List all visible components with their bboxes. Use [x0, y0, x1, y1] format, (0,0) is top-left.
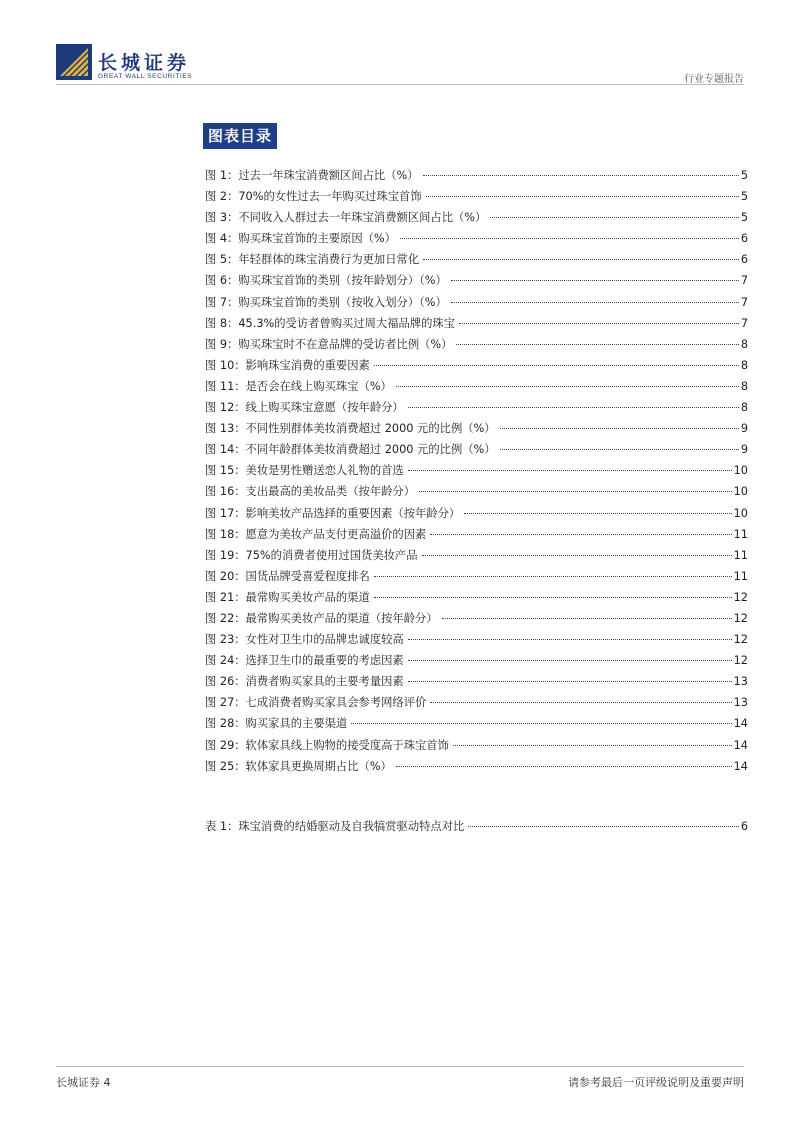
toc-figure-entry-label: 图 12：线上购买珠宝意愿（按年龄分）	[205, 401, 404, 415]
leader-dots	[408, 470, 732, 471]
toc-figure-entry-page: 14	[733, 738, 748, 752]
toc-figure-entry-page: 10	[733, 506, 748, 520]
toc-figure-entry-page: 9	[740, 443, 748, 457]
toc-figure-entry-page: 12	[733, 611, 748, 625]
toc-figure-entry[interactable]	[205, 230, 748, 251]
toc-figure-entry[interactable]	[205, 483, 748, 504]
toc-figure-entry-label: 图 7：购买珠宝首饰的类别（按收入划分）（%）	[205, 295, 447, 309]
toc-figure-entry-label: 图 8：45.3%的受访者曾购买过周大福品牌的珠宝	[205, 316, 456, 330]
leader-dots	[422, 555, 732, 556]
toc-figure-entry[interactable]	[205, 336, 748, 357]
toc-figure-entry[interactable]	[205, 547, 748, 568]
toc-figure-entry[interactable]	[205, 251, 748, 272]
leader-dots	[408, 639, 732, 640]
footer-page-label: 长城证券 4	[56, 1076, 111, 1089]
leader-dots	[423, 175, 739, 176]
toc-figure-entry-page: 10	[733, 464, 748, 478]
toc-figure-entry-label: 图 9：购买珠宝时不在意品牌的受访者比例（%）	[205, 337, 453, 351]
leader-dots	[423, 259, 739, 260]
toc-figure-entry[interactable]	[205, 715, 748, 736]
toc-figure-entry-page: 14	[733, 759, 748, 773]
leader-dots	[453, 745, 732, 746]
table-list	[205, 818, 748, 839]
leader-dots	[442, 618, 732, 619]
toc-figure-entry-label: 图 29：软体家具线上购物的接受度高于珠宝首饰	[205, 738, 449, 752]
leader-dots	[451, 280, 739, 281]
leader-dots	[500, 428, 739, 429]
toc-figure-entry[interactable]	[205, 673, 748, 694]
leader-dots	[374, 576, 732, 577]
toc-table-entry-label: 表 1：珠宝消费的结婚驱动及自我犒赏驱动特点对比	[205, 820, 465, 833]
leader-dots	[430, 534, 731, 535]
toc-figure-entry-page: 7	[740, 316, 748, 330]
toc-figure-entry-page: 13	[733, 675, 748, 689]
toc-figure-entry-page: 5	[740, 211, 748, 225]
toc-figure-entry-label: 图 22：最常购买美妆产品的渠道（按年龄分）	[205, 611, 438, 625]
toc-figure-entry-label: 图 11：是否会在线上购买珠宝（%）	[205, 379, 392, 393]
toc-figure-entry-label: 图 24：选择卫生巾的最重要的考虑因素	[205, 654, 404, 668]
toc-figure-entry-label: 图 20：国货品牌受喜爱程度排名	[205, 569, 370, 583]
leader-dots	[396, 386, 739, 387]
toc-figure-entry[interactable]	[205, 315, 748, 336]
toc-figure-entry[interactable]	[205, 209, 748, 230]
toc-figure-entry-label: 图 4：购买珠宝首饰的主要原因（%）	[205, 232, 396, 246]
toc-figure-entry-page: 6	[740, 253, 748, 267]
toc-figure-entry-page: 12	[733, 654, 748, 668]
toc-figure-entry[interactable]	[205, 694, 748, 715]
leader-dots	[408, 681, 732, 682]
toc-figure-entry-label: 图 10：影响珠宝消费的重要因素	[205, 358, 370, 372]
toc-figure-entry-page: 13	[733, 696, 748, 710]
toc-figure-entry-label: 图 17：影响美妆产品选择的重要因素（按年龄分）	[205, 506, 461, 520]
leader-dots	[490, 217, 738, 218]
toc-figure-entry[interactable]	[205, 294, 748, 315]
leader-dots	[459, 323, 739, 324]
leader-dots	[351, 723, 731, 724]
toc-figure-entry-label: 图 28：购买家具的主要渠道	[205, 717, 348, 731]
toc-figure-entry[interactable]	[205, 631, 748, 652]
toc-title: 图表目录	[203, 123, 277, 149]
figure-list	[205, 167, 748, 779]
leader-dots	[430, 702, 731, 703]
toc-figure-entry-page: 5	[740, 169, 748, 182]
toc-figure-entry-page: 14	[733, 717, 748, 731]
toc-figure-entry-label: 图 23：女性对卫生巾的品牌忠诚度较高	[205, 633, 404, 647]
brand-name-en: GREAT WALL SECURITIES	[98, 73, 193, 80]
toc-figure-entry[interactable]	[205, 610, 748, 631]
toc-figure-entry[interactable]	[205, 167, 748, 188]
toc-figure-entry[interactable]	[205, 505, 748, 526]
toc-figure-entry-page: 11	[733, 527, 748, 541]
toc-figure-entry-label: 图 5：年轻群体的珠宝消费行为更加日常化	[205, 253, 420, 267]
toc-figure-entry[interactable]	[205, 272, 748, 293]
toc-figure-entry[interactable]	[205, 758, 748, 779]
toc-table-entry[interactable]	[205, 818, 748, 839]
leader-dots	[419, 491, 732, 492]
leader-dots	[408, 660, 732, 661]
toc-figure-entry-page: 7	[740, 295, 748, 309]
toc-figure-entry[interactable]	[205, 526, 748, 547]
toc-figure-entry-page: 11	[733, 548, 748, 562]
leader-dots	[456, 344, 738, 345]
toc-figure-entry-label: 图 1：过去一年珠宝消费额区间占比（%）	[205, 169, 419, 182]
toc-figure-entry-page: 12	[733, 590, 748, 604]
leader-dots	[500, 449, 739, 450]
toc-figure-entry-page: 9	[740, 422, 748, 436]
toc-figure-entry-page: 5	[740, 190, 748, 204]
toc-figure-entry-label: 图 13：不同性别群体美妆消费超过 2000 元的比例（%）	[205, 422, 496, 436]
toc-figure-entry[interactable]	[205, 737, 748, 758]
leader-dots	[374, 597, 732, 598]
leader-dots	[426, 196, 739, 197]
toc-figure-entry-label: 图 25：软体家具更换周期占比（%）	[205, 759, 392, 773]
great-wall-logo-icon	[56, 44, 92, 80]
toc-figure-entry[interactable]	[205, 462, 748, 483]
leader-dots	[400, 238, 739, 239]
toc-figure-entry[interactable]	[205, 441, 748, 462]
toc-figure-entry[interactable]	[205, 589, 748, 610]
leader-dots	[451, 302, 739, 303]
toc-figure-entry[interactable]	[205, 188, 748, 209]
toc-figure-entry-label: 图 26：消费者购买家具的主要考量因素	[205, 675, 404, 689]
toc-figure-entry-label: 图 14：不同年龄群体美妆消费超过 2000 元的比例（%）	[205, 443, 496, 457]
toc-figure-entry-page: 6	[740, 232, 748, 246]
footer-disclaimer: 请参考最后一页评级说明及重要声明	[568, 1076, 744, 1089]
header-divider	[56, 84, 744, 85]
leader-dots	[374, 365, 739, 366]
toc-figure-entry-page: 8	[740, 379, 748, 393]
footer-divider	[56, 1066, 744, 1067]
toc-figure-entry-page: 8	[740, 401, 748, 415]
leader-dots	[464, 513, 731, 514]
toc-figure-entry-page: 8	[740, 337, 748, 351]
leader-dots	[468, 826, 739, 827]
toc-figure-entry-label: 图 15：美妆是男性赠送恋人礼物的首选	[205, 464, 404, 478]
toc-figure-entry-label: 图 2：70%的女性过去一年购买过珠宝首饰	[205, 190, 422, 204]
toc-figure-entry-label: 图 19：75%的消费者使用过国货美妆产品	[205, 548, 418, 562]
toc-figure-entry-page: 12	[733, 633, 748, 647]
toc-figure-entry-page: 10	[733, 485, 748, 499]
toc-table-entry-page: 6	[740, 820, 748, 833]
brand-name-cn: 长城证券	[98, 52, 191, 74]
leader-dots	[408, 407, 739, 408]
toc-figure-entry[interactable]	[205, 357, 748, 378]
toc-figure-entry[interactable]	[205, 420, 748, 441]
leader-dots	[396, 766, 732, 767]
toc-figure-entry-label: 图 6：购买珠宝首饰的类别（按年龄划分）（%）	[205, 274, 447, 288]
toc-figure-entry[interactable]	[205, 568, 748, 589]
toc-figure-entry-label: 图 16：支出最高的美妆品类（按年龄分）	[205, 485, 416, 499]
toc-figure-entry[interactable]	[205, 652, 748, 673]
toc-figure-entry[interactable]	[205, 378, 748, 399]
toc-figure-entry-page: 7	[740, 274, 748, 288]
toc-figure-entry[interactable]	[205, 399, 748, 420]
toc-figure-entry-label: 图 27：七成消费者购买家具会参考网络评价	[205, 696, 427, 710]
toc-figure-entry-page: 11	[733, 569, 748, 583]
report-type-label: 行业专题报告	[684, 74, 744, 85]
toc-figure-entry-page: 8	[740, 358, 748, 372]
toc-figure-entry-label: 图 3：不同收入人群过去一年珠宝消费额区间占比（%）	[205, 211, 487, 225]
toc-figure-entry-label: 图 21：最常购买美妆产品的渠道	[205, 590, 370, 604]
toc-figure-entry-label: 图 18：愿意为美妆产品支付更高溢价的因素	[205, 527, 427, 541]
